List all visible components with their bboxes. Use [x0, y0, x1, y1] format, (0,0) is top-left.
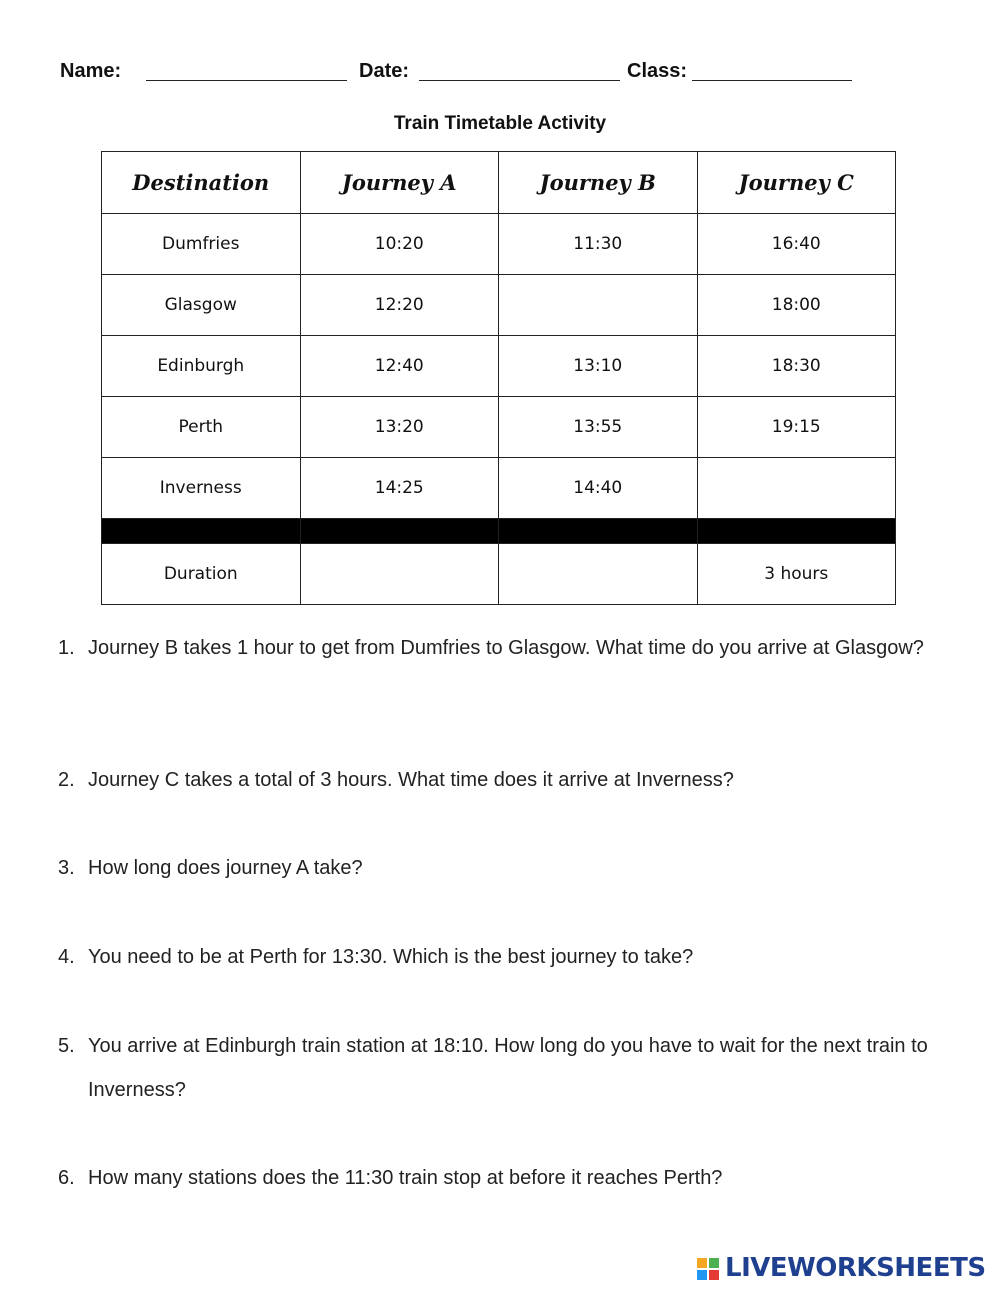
duration-cell-c: 3 hours: [697, 544, 896, 605]
table-row: [102, 275, 896, 336]
name-label: Name:: [60, 60, 122, 82]
student-info-header: [60, 58, 940, 88]
table-row: [102, 214, 896, 275]
destination-cell: Dumfries: [102, 214, 301, 275]
destination-cell: Perth: [102, 397, 301, 458]
time-cell: 13:20: [300, 397, 499, 458]
name-blank[interactable]: [146, 80, 347, 81]
duration-cell-a[interactable]: [300, 544, 499, 605]
timetable-header-row: [102, 152, 896, 214]
destination-cell: Glasgow: [102, 275, 301, 336]
separator-cell: [499, 519, 698, 544]
question-text: How long does journey A take?: [88, 857, 363, 879]
question-item: [58, 1024, 958, 1112]
question-text: How many stations does the 11:30 train stop at before it reaches Perth?: [88, 1167, 723, 1189]
header-destination: Destination: [102, 152, 301, 214]
time-cell: 14:40: [499, 458, 698, 519]
question-text: You arrive at Edinburgh train station at 18:10. How long do you have to wait for the next train to Inverness?: [88, 1035, 928, 1101]
time-cell: [697, 458, 896, 519]
timetable: [101, 151, 896, 605]
destination-cell: Edinburgh: [102, 336, 301, 397]
header-journey-c: Journey C: [697, 152, 896, 214]
question-item: [58, 1156, 958, 1200]
duration-label: Duration: [102, 544, 301, 605]
date-blank[interactable]: [419, 80, 620, 81]
header-journey-b: Journey B: [499, 152, 698, 214]
table-row: [102, 336, 896, 397]
question-item: [58, 846, 958, 890]
class-label: Class:: [627, 60, 688, 82]
header-journey-a: Journey A: [300, 152, 499, 214]
time-cell: 14:25: [300, 458, 499, 519]
question-number: 1.: [58, 637, 75, 659]
time-cell: 13:55: [499, 397, 698, 458]
table-row: [102, 397, 896, 458]
page-title: Train Timetable Activity: [393, 113, 607, 134]
question-number: 3.: [58, 857, 75, 879]
liveworksheets-logo: [697, 1253, 997, 1287]
time-cell: [499, 275, 698, 336]
time-cell: 18:00: [697, 275, 896, 336]
logo-blocks-icon: [697, 1258, 721, 1282]
date-label: Date:: [359, 60, 410, 82]
question-number: 4.: [58, 946, 75, 968]
time-cell: 12:20: [300, 275, 499, 336]
time-cell: 12:40: [300, 336, 499, 397]
time-cell: 16:40: [697, 214, 896, 275]
question-text: Journey C takes a total of 3 hours. What time does it arrive at Inverness?: [88, 769, 734, 791]
question-item: [58, 626, 958, 670]
separator-cell: [697, 519, 896, 544]
question-text: You need to be at Perth for 13:30. Which is the best journey to take?: [88, 946, 694, 968]
time-cell: 19:15: [697, 397, 896, 458]
destination-cell: Inverness: [102, 458, 301, 519]
logo-text: LIVEWORKSHEETS: [725, 1253, 986, 1283]
question-number: 2.: [58, 769, 75, 791]
question-item: [58, 758, 958, 802]
separator-cell: [300, 519, 499, 544]
question-item: [58, 935, 958, 979]
duration-row: [102, 544, 896, 605]
time-cell: 13:10: [499, 336, 698, 397]
duration-cell-b[interactable]: [499, 544, 698, 605]
question-number: 6.: [58, 1167, 75, 1189]
time-cell: 18:30: [697, 336, 896, 397]
time-cell: 11:30: [499, 214, 698, 275]
table-row: [102, 458, 896, 519]
time-cell: 10:20: [300, 214, 499, 275]
class-blank[interactable]: [692, 80, 852, 81]
separator-cell: [102, 519, 301, 544]
question-text: Journey B takes 1 hour to get from Dumfries to Glasgow. What time do you arrive at Glasgow?: [88, 637, 924, 659]
question-number: 5.: [58, 1035, 75, 1057]
separator-row: [102, 519, 896, 544]
